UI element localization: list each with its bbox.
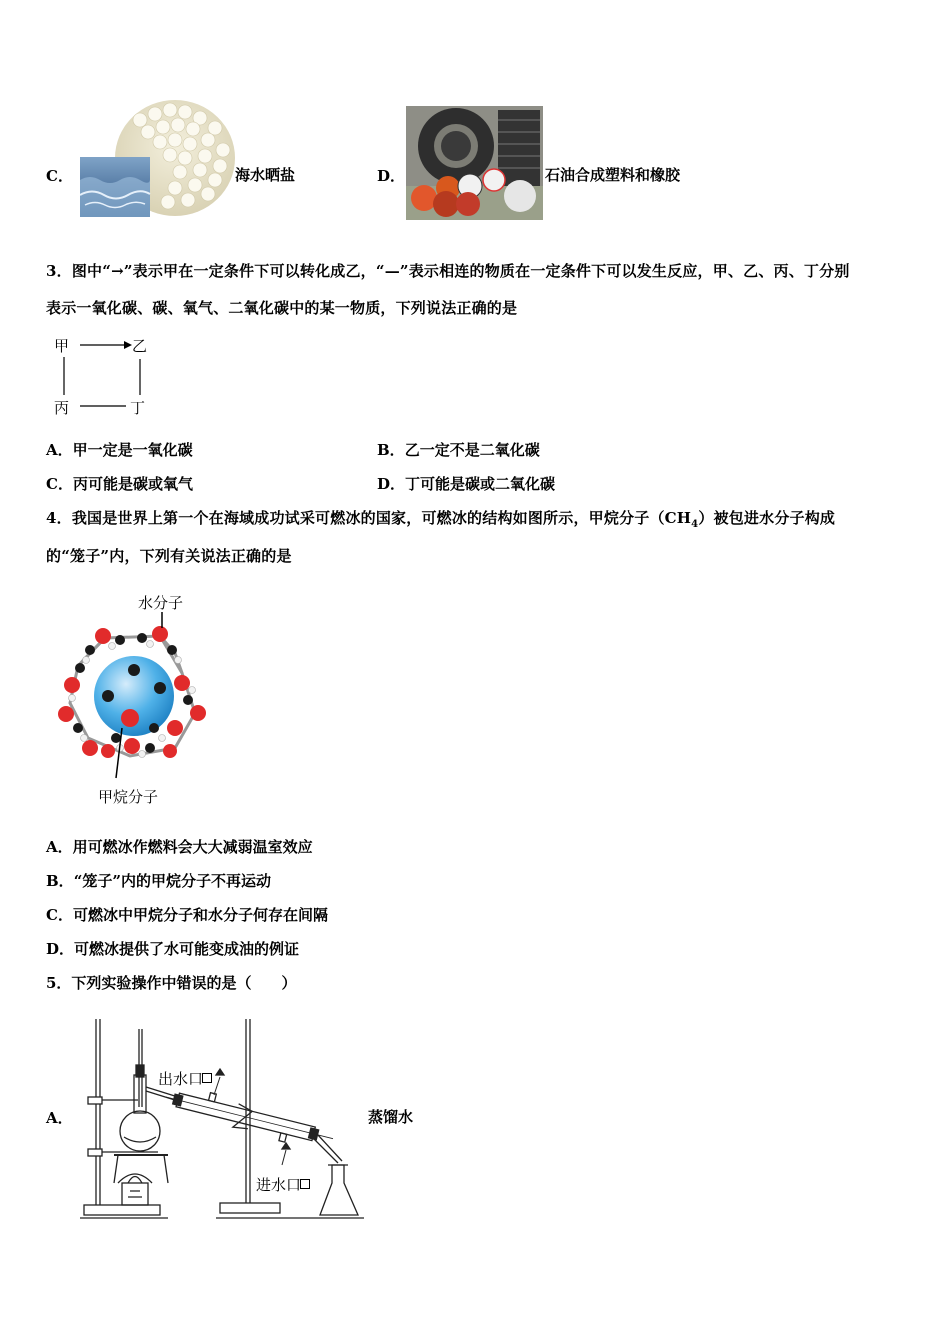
node-jia: 甲	[54, 337, 70, 355]
q3-conversion-diagram	[54, 333, 164, 418]
q5-option-a-letter: A．	[46, 1109, 73, 1127]
node-ding: 丁	[130, 399, 146, 417]
q3-option-b	[377, 440, 540, 460]
inlet-box-icon	[300, 1179, 310, 1189]
node-yi: 乙	[132, 337, 148, 355]
q4-stem-line-1-sub: 4	[691, 519, 699, 530]
q3-option-c-text: 丙可能是碳或氧气	[72, 475, 193, 493]
q4-stem-line-1-b: ）被包进水分子构成	[698, 509, 836, 527]
sea-salt-illustration	[80, 100, 235, 220]
outlet-label: 出水口	[158, 1070, 204, 1088]
water-molecule-label: 水分子	[138, 594, 184, 612]
q4-option-a-letter: A．	[46, 838, 73, 856]
q3-option-a-text: 甲一定是一氧化碳	[72, 441, 193, 459]
arrow-head-icon	[124, 341, 132, 349]
q4-option-b-text: “笼子”内的甲烷分子不再运动	[73, 872, 271, 890]
q3-option-d-letter: D．	[377, 475, 406, 493]
combustible-ice-diagram	[50, 588, 220, 813]
q5-option-a-text: 蒸馏水	[368, 1108, 414, 1126]
q3-option-b-letter: B．	[377, 441, 405, 459]
q4-option-b-letter: B．	[46, 872, 74, 890]
q3-option-a	[46, 440, 193, 460]
q4-option-c-text: 可燃冰中甲烷分子和水分子何存在间隔	[72, 906, 328, 924]
tires-and-balls-illustration	[406, 106, 543, 220]
q4-option-a	[46, 837, 313, 857]
inlet-label: 进水口	[256, 1176, 302, 1194]
q4-stem-line-2: 的“笼子”内，下列有关说法正确的是	[46, 547, 292, 565]
q3-option-d-text: 丁可能是碳或二氧化碳	[405, 475, 556, 493]
q3-stem-line-1: 3．图中“→”表示甲在一定条件下可以转化成乙，“—”表示相连的物质在一定条件下可以发生反应，甲、乙、丙、丁分别	[46, 262, 850, 280]
q3-option-c-letter: C．	[46, 475, 73, 493]
q2-option-d-text: 石油合成塑料和橡胶	[545, 166, 681, 184]
q3-option-b-text: 乙一定不是二氧化碳	[404, 441, 540, 459]
q4-option-a-text: 用可燃冰作燃料会大大减弱温室效应	[72, 838, 313, 856]
q5-stem: 5．下列实验操作中错误的是（ ）	[46, 974, 297, 992]
q2-option-c-text: 海水晒盐	[235, 166, 296, 184]
clathrate-cage-illustration	[50, 588, 220, 813]
q3-option-c	[46, 474, 193, 494]
node-bing: 丙	[54, 399, 70, 417]
q4-option-c-letter: C．	[46, 906, 73, 924]
q3-option-d	[377, 474, 555, 494]
q3-stem-line-2: 表示一氧化碳、碳、氧气、二氧化碳中的某一物质，下列说法正确的是	[46, 299, 518, 317]
q2-option-d-letter: D．	[377, 167, 406, 185]
q2-option-c-letter: C．	[46, 167, 73, 185]
q4-stem-line-1	[46, 507, 835, 536]
q4-option-d-letter: D．	[46, 940, 75, 958]
q3-option-a-letter: A．	[46, 441, 73, 459]
q4-stem-line-1-a: 4．我国是世界上第一个在海域成功试采可燃冰的国家，可燃冰的结构如图所示，甲烷分子（CH	[46, 509, 692, 527]
q4-option-c	[46, 905, 328, 925]
sea-salt-image	[80, 100, 235, 220]
distillation-setup-illustration	[78, 1015, 368, 1225]
methane-molecule-label: 甲烷分子	[98, 788, 159, 806]
petroleum-products-image	[406, 106, 543, 220]
q4-option-d	[46, 939, 299, 959]
distillation-apparatus-diagram	[78, 1015, 368, 1225]
q4-option-b	[46, 871, 271, 891]
q4-option-d-text: 可燃冰提供了水可能变成油的例证	[74, 940, 300, 958]
outlet-box-icon	[202, 1073, 212, 1083]
